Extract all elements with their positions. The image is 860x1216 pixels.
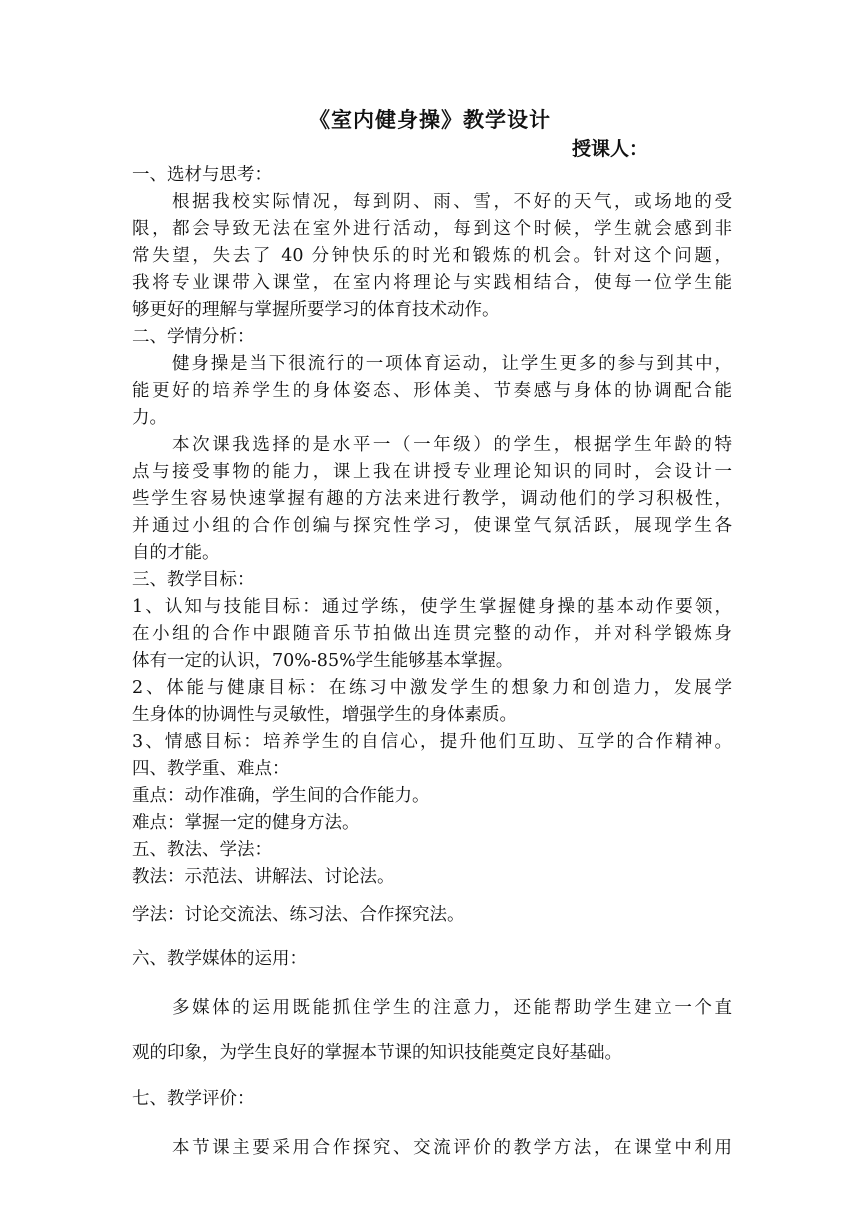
paragraph-line: 能更好的培养学生的身体姿态、形体美、节奏感与身体的协调配合能 bbox=[132, 381, 732, 401]
paragraph-line: 些学生容易快速掌握有趣的方法来进行教学，调动他们的学习积极性， bbox=[132, 489, 732, 509]
paragraph-line: 自的才能。 bbox=[132, 543, 220, 563]
teaching-method-line: 教法：示范法、讲解法、讨论法。 bbox=[132, 867, 395, 887]
section-heading: 七、教学评价： bbox=[132, 1089, 255, 1109]
section-heading: 三、教学目标： bbox=[132, 570, 255, 590]
paragraph-line: 够更好的理解与掌握所要学习的体育技术动作。 bbox=[132, 300, 500, 320]
paragraph-line: 根据我校实际情况，每到阴、雨、雪，不好的天气，或场地的受 bbox=[172, 192, 732, 212]
paragraph-line: 点与接受事物的能力，课上我在讲授专业理论知识的同时，会设计一 bbox=[132, 462, 732, 482]
paragraph-line: 本节课主要采用合作探究、交流评价的教学方法，在课堂中利用 bbox=[172, 1138, 732, 1158]
paragraph-line: 常失望，失去了 40 分钟快乐的时光和锻炼的机会。针对这个问题， bbox=[132, 246, 732, 266]
paragraph-line: 1、认知与技能目标：通过学练，使学生掌握健身操的基本动作要领， bbox=[132, 597, 732, 617]
key-point-line: 重点：动作准确，学生间的合作能力。 bbox=[132, 786, 430, 806]
difficulty-line: 难点：掌握一定的健身方法。 bbox=[132, 813, 360, 833]
learning-method-line: 学法：讨论交流法、练习法、合作探究法。 bbox=[132, 905, 465, 925]
paragraph-line: 并通过小组的合作创编与探究性学习，使课堂气氛活跃，展现学生各 bbox=[132, 516, 732, 536]
section-heading: 一、选材与思考： bbox=[132, 165, 272, 185]
section-heading: 五、教法、学法： bbox=[132, 840, 272, 860]
document-title: 《室内健身操》教学设计 bbox=[309, 107, 551, 132]
document-body bbox=[132, 162, 732, 1168]
section-heading: 二、学情分析： bbox=[132, 327, 255, 347]
paragraph-line: 体有一定的认识，70%-85%学生能够基本掌握。 bbox=[132, 651, 514, 671]
paragraph-line: 生身体的协调性与灵敏性，增强学生的身体素质。 bbox=[132, 705, 517, 725]
paragraph-line: 2、体能与健康目标：在练习中激发学生的想象力和创造力，发展学 bbox=[132, 678, 732, 698]
paragraph-line: 观的印象，为学生良好的掌握本节课的知识技能奠定良好基础。 bbox=[132, 1043, 622, 1063]
paragraph-line: 3、情感目标：培养学生的自信心，提升他们互助、互学的合作精神。 bbox=[132, 732, 732, 752]
paragraph-line: 多媒体的运用既能抓住学生的注意力，还能帮助学生建立一个直 bbox=[172, 998, 732, 1018]
paragraph-line: 健身操是当下很流行的一项体育运动，让学生更多的参与到其中， bbox=[172, 354, 732, 374]
paragraph-line: 限，都会导致无法在室外进行活动，每到这个时候，学生就会感到非 bbox=[132, 219, 732, 239]
paragraph-line: 本次课我选择的是水平一（一年级）的学生，根据学生年龄的特 bbox=[172, 435, 732, 455]
paragraph-line: 我将专业课带入课堂，在室内将理论与实践相结合，使每一位学生能 bbox=[132, 273, 732, 293]
lecturer-label: 授课人： bbox=[572, 138, 649, 160]
section-heading: 四、教学重、难点： bbox=[132, 759, 290, 779]
paragraph-line: 力。 bbox=[132, 408, 167, 428]
paragraph-line: 在小组的合作中跟随音乐节拍做出连贯完整的动作，并对科学锻炼身 bbox=[132, 624, 732, 644]
section-heading: 六、教学媒体的运用： bbox=[132, 949, 307, 969]
